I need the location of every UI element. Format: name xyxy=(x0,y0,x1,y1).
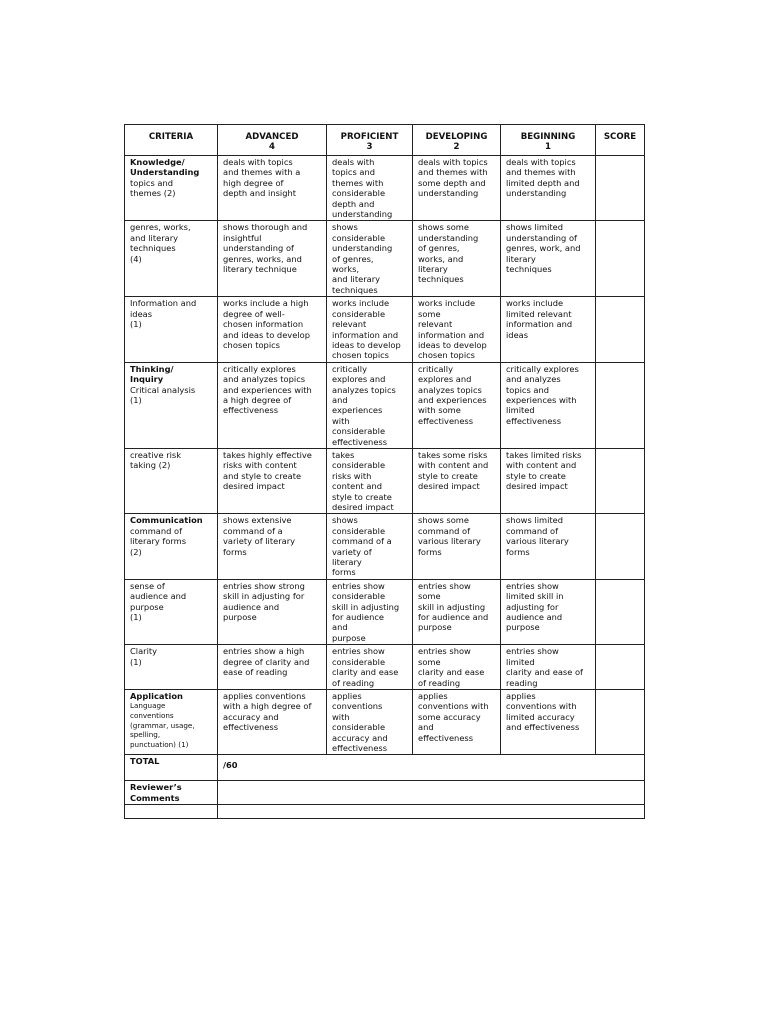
blank-wide-cell[interactable] xyxy=(218,805,645,819)
beginning-cell: shows limited understanding of genres, work, and literary techniques xyxy=(501,221,596,297)
criteria-header: CRITERIA xyxy=(125,125,218,156)
score-cell[interactable] xyxy=(596,362,645,448)
total-value-cell[interactable] xyxy=(218,755,645,781)
rubric-row xyxy=(125,156,645,221)
total-value: /60 xyxy=(223,760,238,771)
criterion-cell: creative risk taking (2) xyxy=(125,448,218,513)
score-cell[interactable] xyxy=(596,514,645,579)
criterion-cell xyxy=(125,156,218,221)
beginning-cell: shows limited command of various literary forms xyxy=(501,514,596,579)
score-header: SCORE xyxy=(596,125,645,156)
beginning-cell: takes limited risks with content and style to create desired impact xyxy=(501,448,596,513)
blank-cell xyxy=(125,805,218,819)
beginning-cell: entries show limited clarity and ease of reading xyxy=(501,645,596,690)
criterion-text: topics and themes (2) xyxy=(130,177,176,199)
developing-cell: entries show some clarity and ease of reading xyxy=(413,645,501,690)
advanced-cell: works include a high degree of well- chosen information and ideas to develop chosen topics xyxy=(218,297,327,362)
criterion-cell xyxy=(125,689,218,754)
beginning-cell: entries show limited skill in adjusting for audience and purpose xyxy=(501,579,596,644)
proficient-cell: takes considerable risks with content and style to create desired impact xyxy=(327,448,413,513)
advanced-cell: entries show a high degree of clarity and ease of reading xyxy=(218,645,327,690)
developing-cell: entries show some skill in adjusting for audience and purpose xyxy=(413,579,501,644)
score-cell[interactable] xyxy=(596,689,645,754)
beginning-header: BEGINNING 1 xyxy=(501,125,596,156)
proficient-cell: entries show considerable clarity and ease of reading xyxy=(327,645,413,690)
developing-cell: takes some risks with content and style to create desired impact xyxy=(413,448,501,513)
criterion-text: Language conventions (grammar, usage, spelling, punctuation) (1) xyxy=(130,701,195,749)
rubric-table xyxy=(124,124,645,819)
rubric-row xyxy=(125,579,645,644)
advanced-cell: shows thorough and insightful understanding of genres, works, and literary technique xyxy=(218,221,327,297)
score-cell[interactable] xyxy=(596,579,645,644)
criterion-text: command of literary forms (2) xyxy=(130,525,187,557)
comments-row xyxy=(125,781,645,805)
developing-cell: works include some relevant information and ideas to develop chosen topics xyxy=(413,297,501,362)
developing-cell: applies conventions with some accuracy and effectiveness xyxy=(413,689,501,754)
proficient-cell: critically explores and analyzes topics and experiences with considerable effectiveness xyxy=(327,362,413,448)
rubric-row xyxy=(125,448,645,513)
comments-label: Reviewer’s Comments xyxy=(125,781,218,805)
criterion-cell: Clarity (1) xyxy=(125,645,218,690)
proficient-header: PROFICIENT 3 xyxy=(327,125,413,156)
rubric-row xyxy=(125,645,645,690)
proficient-cell: shows considerable command of a variety of literary forms xyxy=(327,514,413,579)
proficient-cell: entries show considerable skill in adjusting for audience and purpose xyxy=(327,579,413,644)
blank-row xyxy=(125,805,645,819)
developing-cell: shows some understanding of genres, works, and literary techniques xyxy=(413,221,501,297)
rubric-row xyxy=(125,514,645,579)
beginning-cell: works include limited relevant information and ideas xyxy=(501,297,596,362)
advanced-cell: applies conventions with a high degree of accuracy and effectiveness xyxy=(218,689,327,754)
score-cell[interactable] xyxy=(596,156,645,221)
beginning-cell: deals with topics and themes with limited depth and understanding xyxy=(501,156,596,221)
total-label: TOTAL xyxy=(125,755,218,781)
criterion-text: Critical analysis (1) xyxy=(130,384,196,405)
criterion-cell: Information and ideas (1) xyxy=(125,297,218,362)
comments-cell[interactable] xyxy=(218,781,645,805)
section-heading: Application xyxy=(130,690,183,701)
advanced-cell: deals with topics and themes with a high degree of depth and insight xyxy=(218,156,327,221)
criterion-cell: sense of audience and purpose (1) xyxy=(125,579,218,644)
advanced-cell: shows extensive command of a variety of literary forms xyxy=(218,514,327,579)
advanced-cell: critically explores and analyzes topics and experiences with a high degree of effectiveness xyxy=(218,362,327,448)
advanced-header: ADVANCED 4 xyxy=(218,125,327,156)
advanced-cell: takes highly effective risks with content and style to create desired impact xyxy=(218,448,327,513)
section-heading: Knowledge/ Understanding xyxy=(130,157,200,178)
advanced-cell: entries show strong skill in adjusting for audience and purpose xyxy=(218,579,327,644)
developing-cell: shows some command of various literary forms xyxy=(413,514,501,579)
proficient-cell: works include considerable relevant information and ideas to develop chosen topics xyxy=(327,297,413,362)
rubric-row xyxy=(125,221,645,297)
section-heading: Thinking/ Inquiry xyxy=(130,363,174,385)
rubric-row xyxy=(125,362,645,448)
proficient-cell: shows considerable understanding of genres, works, and literary techniques xyxy=(327,221,413,297)
developing-header: DEVELOPING 2 xyxy=(413,125,501,156)
score-cell[interactable] xyxy=(596,645,645,690)
proficient-cell: applies conventions with considerable accuracy and effectiveness xyxy=(327,689,413,754)
developing-cell: critically explores and analyzes topics and experiences with some effectiveness xyxy=(413,362,501,448)
total-row xyxy=(125,755,645,781)
criterion-cell xyxy=(125,362,218,448)
score-cell[interactable] xyxy=(596,448,645,513)
developing-cell: deals with topics and themes with some depth and understanding xyxy=(413,156,501,221)
beginning-cell: critically explores and analyzes topics and experiences with limited effectiveness xyxy=(501,362,596,448)
criterion-cell xyxy=(125,514,218,579)
header-row xyxy=(125,125,645,156)
rubric-row xyxy=(125,689,645,754)
score-cell[interactable] xyxy=(596,221,645,297)
section-heading: Communication xyxy=(130,515,203,526)
score-cell[interactable] xyxy=(596,297,645,362)
beginning-cell: applies conventions with limited accuracy and effectiveness xyxy=(501,689,596,754)
criterion-cell: genres, works, and literary techniques (4) xyxy=(125,221,218,297)
proficient-cell: deals with topics and themes with considerable depth and understanding xyxy=(327,156,413,221)
rubric-row xyxy=(125,297,645,362)
